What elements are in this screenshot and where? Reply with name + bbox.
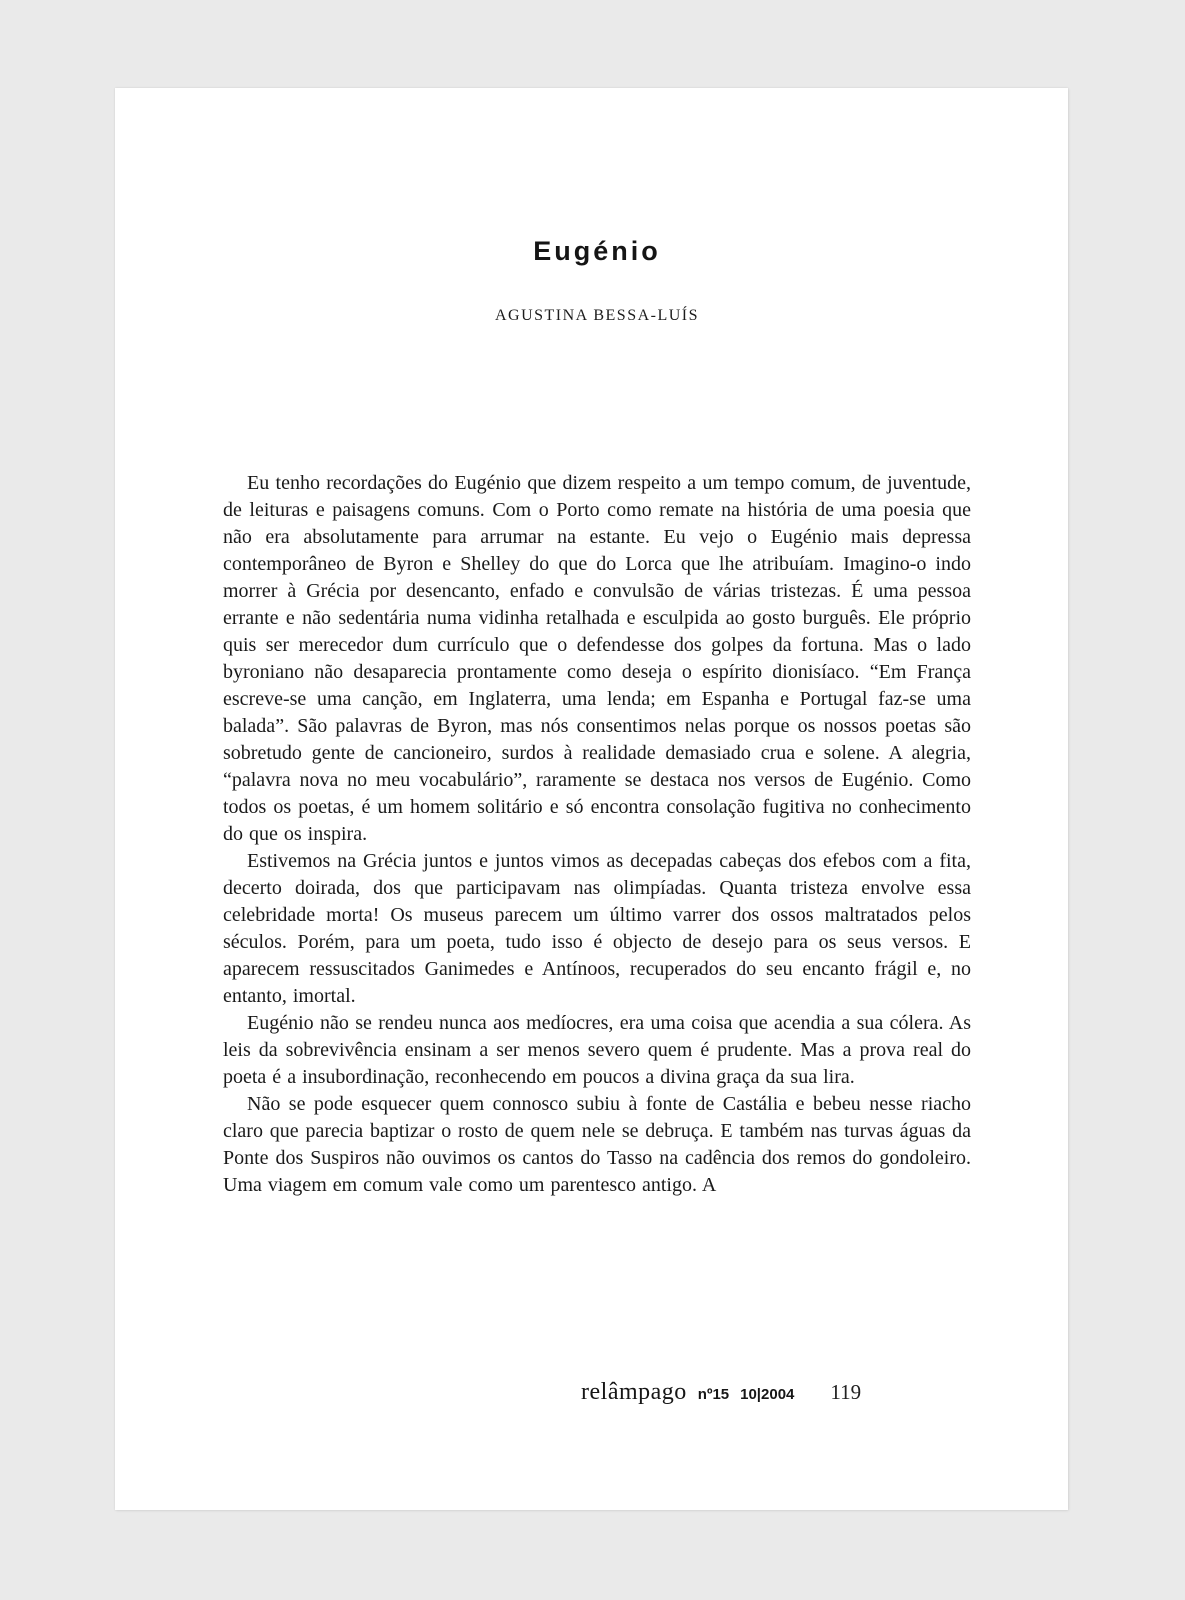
article-title: Eugénio	[533, 236, 661, 266]
page-number: 119	[830, 1380, 862, 1404]
article-body	[223, 470, 971, 1199]
footer-line	[581, 1379, 861, 1406]
journal-issue-number: nº15	[697, 1386, 730, 1403]
article-author: AGUSTINA BESSA-LUÍS	[494, 307, 700, 324]
body-paragraph: Eu tenho recordações do Eugénio que dizem respeito a um tempo comum, de juventude, de leituras e paisagens comuns. Com o Porto como remate na história de uma poesia que não era absolutamente para arrumar na estante. Eu vejo o Eugénio mais depressa contemporâneo de Byron e Shelley do que do Lorca que lhe atribuíam. Imagino-o indo morrer à Grécia por desencanto, enfado e convulsão de várias tristezas. É uma pessoa errante e não sedentária numa vidinha retalhada e esculpida ao gosto burguês. Ele próprio quis ser merecedor dum currículo que o defendesse dos golpes da fortuna. Mas o lado byroniano não desaparecia prontamente como deseja o espírito dionisíaco. “Em França escreve-se uma canção, em Inglaterra, uma lenda; em Espanha e Portugal faz-se uma balada”. São palavras de Byron, mas nós consentimos nelas porque os nossos poetas são sobretudo gente de cancioneiro, surdos à realidade demasiado crua e solene. A alegria, “palavra nova no meu vocabulário”, raramente se destaca nos versos de Eugénio. Como todos os poetas, é um homem solitário e só encontra consolação fugitiva no conhecimento do que os inspira.	[223, 472, 971, 845]
journal-name: relâmpago	[581, 1379, 687, 1405]
journal-issue-date: 10|2004	[740, 1386, 795, 1403]
page-footer	[115, 1378, 1068, 1406]
journal-page	[115, 88, 1068, 1510]
body-paragraph: Eugénio não se rendeu nunca aos medíocres, era uma coisa que acendia a sua cólera. As leis da sobrevivência ensinam a ser menos severo quem é prudente. Mas a prova real do poeta é a insubordinação, reconhecendo em poucos a divina graça da sua lira.	[223, 1012, 971, 1088]
body-paragraph: Estivemos na Grécia juntos e juntos vimos as decepadas cabeças dos efebos com a fita, decerto doirada, dos que participavam nas olimpíadas. Quanta tristeza envolve essa celebridade morta! Os museus parecem um último varrer dos ossos maltratados pelos séculos. Porém, para um poeta, tudo isso é objecto de desejo para os seus versos. E aparecem ressuscitados Ganimedes e Antínoos, recuperados do seu encanto frágil e, no entanto, imortal.	[223, 850, 971, 1007]
body-paragraph: Não se pode esquecer quem connosco subiu à fonte de Castália e bebeu nesse riacho claro que parecia baptizar o rosto de quem nele se debruça. E também nas turvas águas da Ponte dos Suspiros não ouvimos os cantos do Tasso na cadência dos remos do gondoleiro. Uma viagem em comum vale como um parentesco antigo. A	[223, 1093, 971, 1196]
